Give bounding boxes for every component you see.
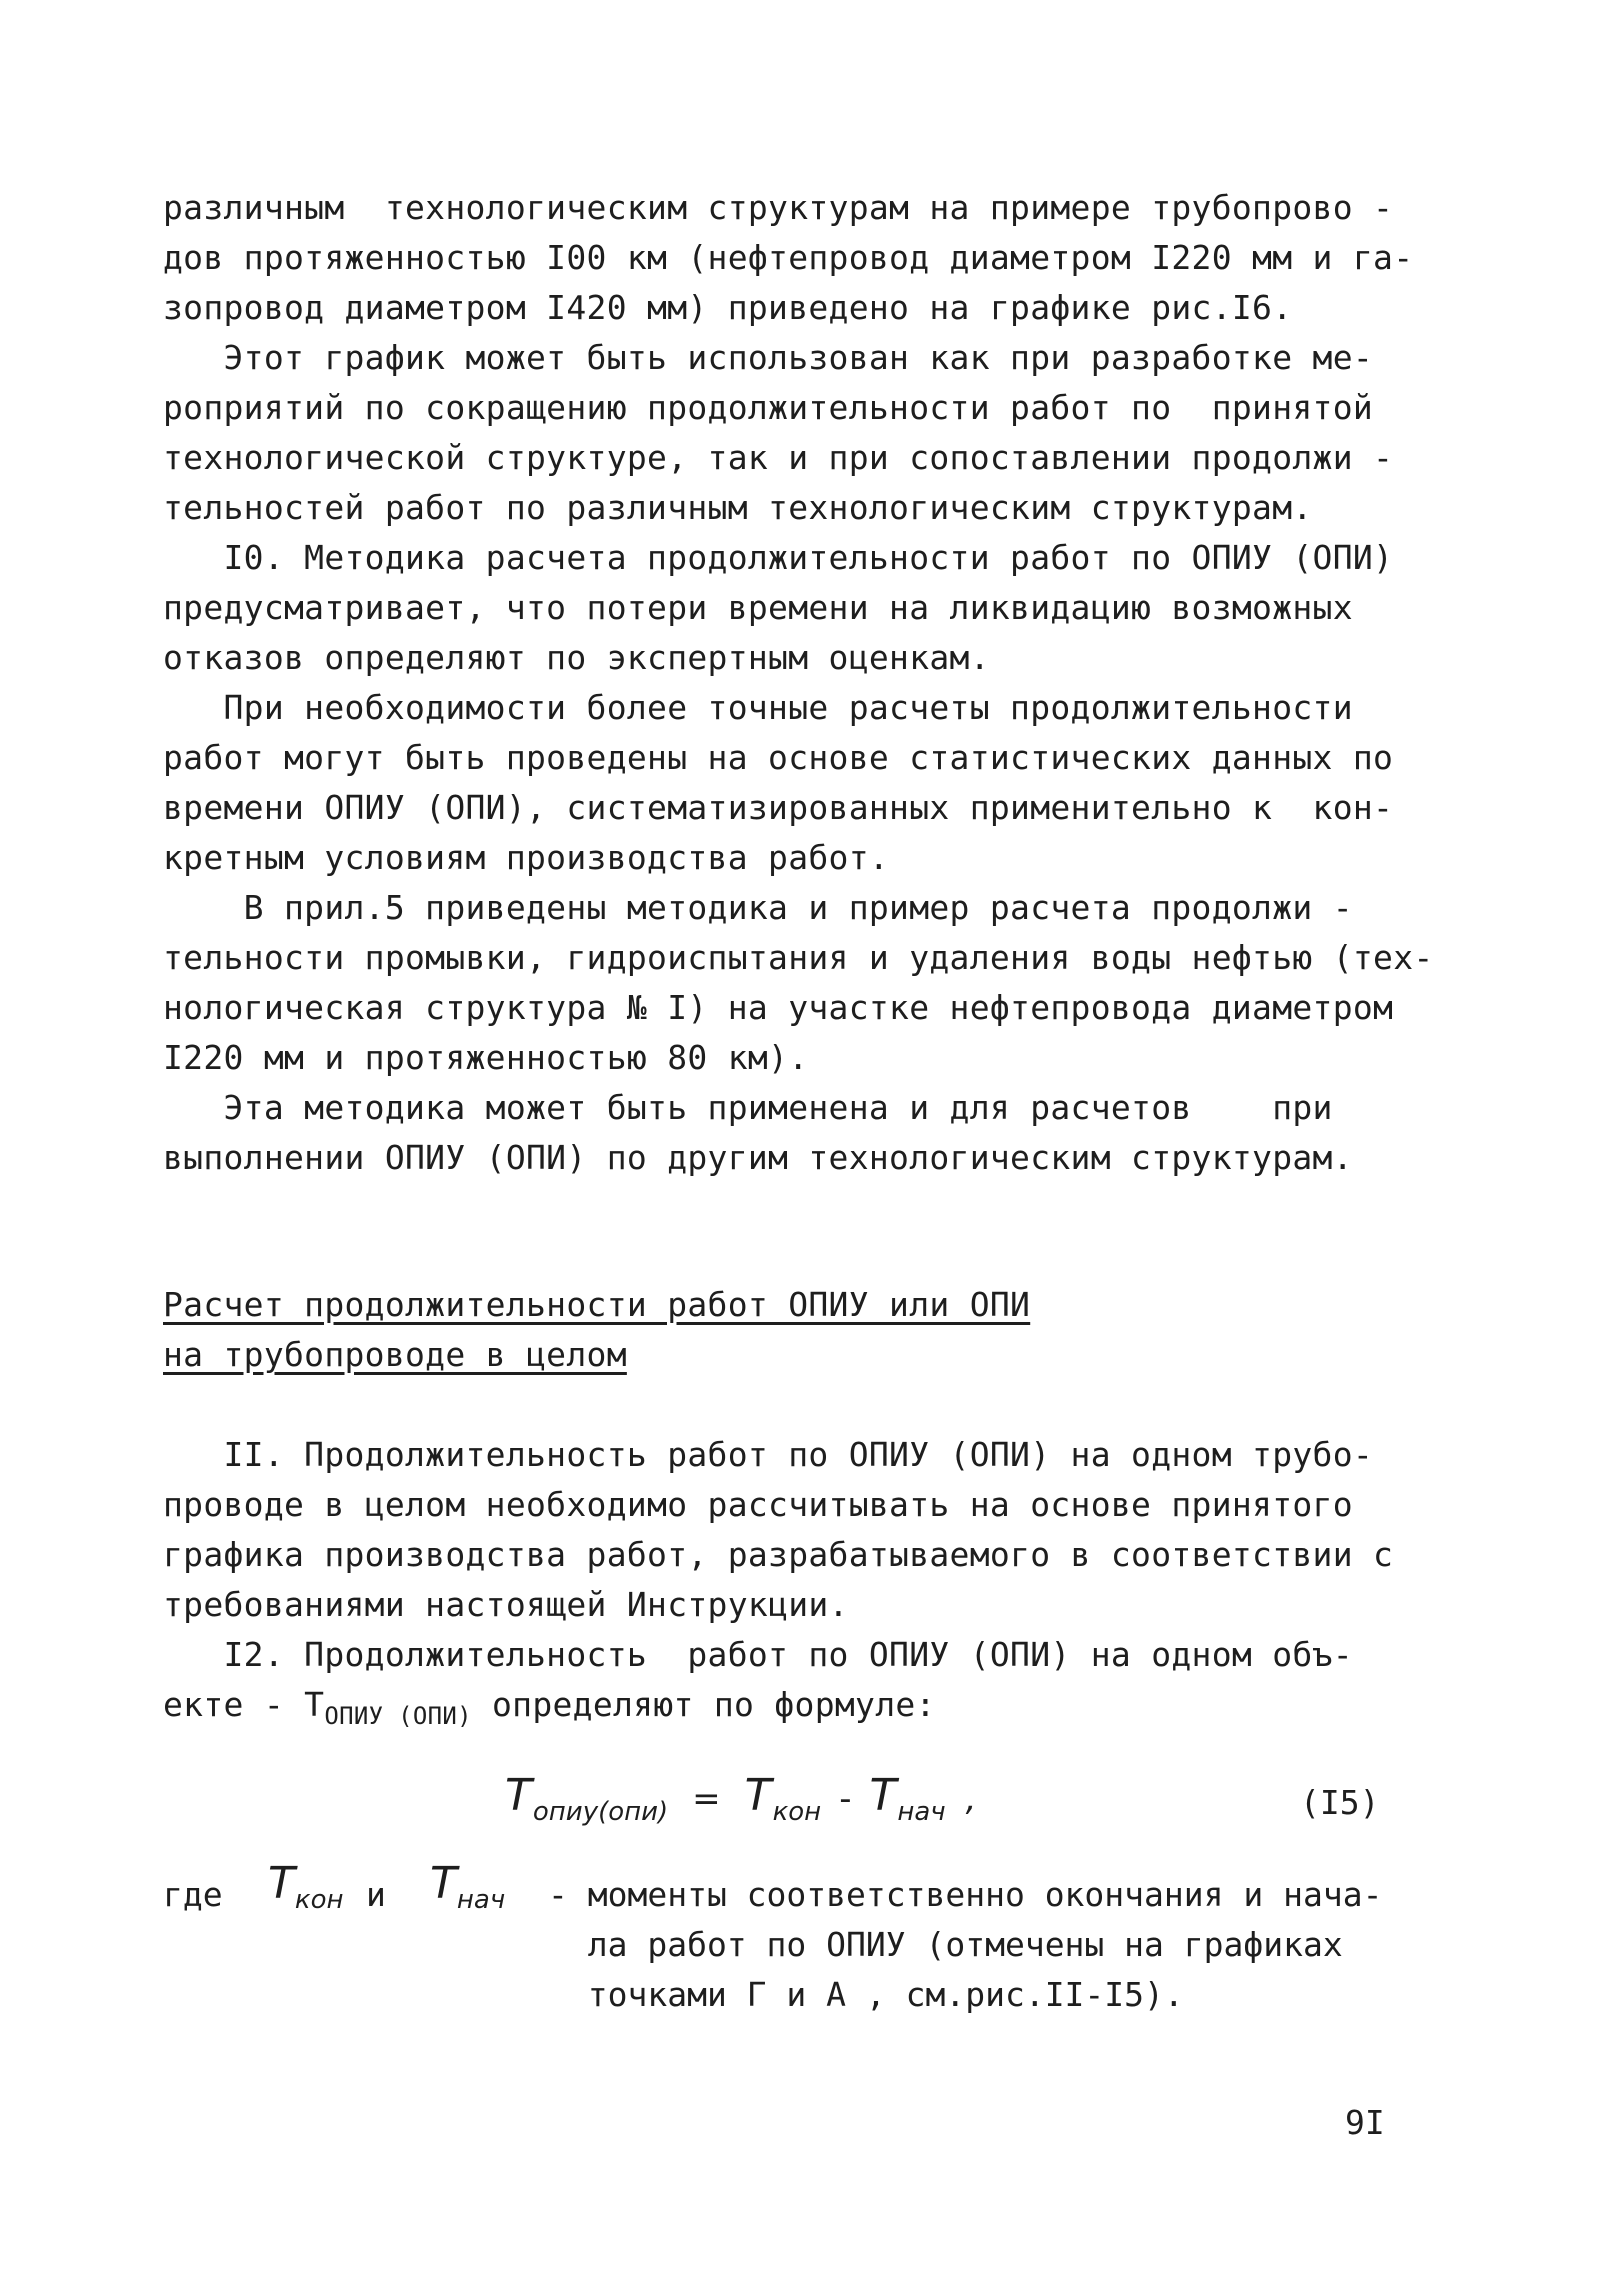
text-line: предусматривает, что потери времени на ликвидацию возможных xyxy=(163,588,1353,627)
text-line: работ могут быть проведены на основе статистических данных по xyxy=(163,738,1394,777)
text-line: роприятий по сокращению продолжительности работ по принятой xyxy=(163,388,1374,427)
text-fragment: екте - Т xyxy=(163,1685,325,1724)
symbol-subscript: кон xyxy=(294,1885,344,1915)
text-line: выполнении ОПИУ (ОПИ) по другим технологическим структурам. xyxy=(163,1138,1353,1177)
symbol-letter: T xyxy=(430,1858,457,1909)
formula-subscript: опиу(опи) xyxy=(532,1797,669,1827)
equation-number: (I5) xyxy=(1300,1783,1380,1822)
text-line: I2. Продолжительность работ по ОПИУ (ОПИ) на одном объ- xyxy=(163,1635,1353,1674)
text-line: тельностей работ по различным технологическим структурам. xyxy=(163,488,1313,527)
text-line: дов протяженностью I00 км (нефтепровод диаметром I220 мм и га- xyxy=(163,238,1414,277)
text-line: II. Продолжительность работ по ОПИУ (ОПИ) на одном трубо- xyxy=(163,1435,1374,1474)
section-heading: на трубопроводе в целом xyxy=(163,1335,627,1374)
text-line: тельности промывки, гидроиспытания и удаления воды нефтью (тех- xyxy=(163,938,1434,977)
formula xyxy=(505,1770,976,1827)
formula-comma: , xyxy=(965,1779,977,1819)
formula-subscript: нач xyxy=(897,1797,946,1827)
symbol-letter: T xyxy=(268,1858,295,1909)
formula-subscript: кон xyxy=(772,1797,822,1827)
text-line: При необходимости более точные расчеты продолжительности xyxy=(163,688,1353,727)
text-line: I0. Методика расчета продолжительности работ по ОПИУ (ОПИ) xyxy=(163,538,1394,577)
text-line: отказов определяют по экспертным оценкам. xyxy=(163,638,990,677)
where-symbol xyxy=(268,1858,344,1915)
formula-equals: = xyxy=(692,1779,721,1819)
text-line: кретным условиям производства работ. xyxy=(163,838,890,877)
text-line: проводе в целом необходимо рассчитывать на основе принятого xyxy=(163,1485,1353,1524)
text-line: В прил.5 приведены методика и пример расчета продолжи - xyxy=(163,888,1353,927)
where-description: точками Г и А , см.рис.II-I5). xyxy=(548,1975,1184,2014)
where-description: - моменты соответственно окончания и нача- xyxy=(548,1875,1383,1914)
text-line: Этот график может быть использован как при разработке ме- xyxy=(163,338,1374,377)
where-description: ла работ по ОПИУ (отмечены на графиках xyxy=(548,1925,1343,1964)
where-symbol xyxy=(430,1858,505,1915)
formula-symbol: T xyxy=(744,1770,772,1821)
subscript: ОПИУ (ОПИ) xyxy=(324,1702,472,1730)
formula-symbol: T xyxy=(505,1770,532,1821)
text-line: технологической структуре, так и при сопоставлении продолжи - xyxy=(163,438,1394,477)
formula-minus: - xyxy=(839,1779,852,1819)
text-line: графика производства работ, разрабатываемого в соответствии с xyxy=(163,1535,1394,1574)
text-line: времени ОПИУ (ОПИ), систематизированных применительно к кон- xyxy=(163,788,1394,827)
text-line: нологическая структура № I) на участке нефтепровода диаметром xyxy=(163,988,1394,1027)
text-line xyxy=(163,1680,936,1741)
formula-symbol: T xyxy=(869,1770,897,1821)
text-line: различным технологическим структурам на примере трубопрово - xyxy=(163,188,1394,227)
text-line: зопровод диаметром I420 мм) приведено на графике рис.I6. xyxy=(163,288,1293,327)
page-number: 9I xyxy=(1345,2103,1385,2142)
text-line: требованиями настоящей Инструкции. xyxy=(163,1585,849,1624)
and-word: и xyxy=(366,1875,386,1914)
text-line: Эта методика может быть применена и для расчетов при xyxy=(163,1088,1333,1127)
section-heading: Расчет продолжительности работ ОПИУ или ОПИ xyxy=(163,1285,1031,1324)
symbol-subscript: нач xyxy=(456,1885,506,1915)
text-line: I220 мм и протяженностью 80 км). xyxy=(163,1038,809,1077)
where-word: где xyxy=(163,1875,223,1914)
text-fragment: определяют по формуле: xyxy=(471,1685,936,1724)
